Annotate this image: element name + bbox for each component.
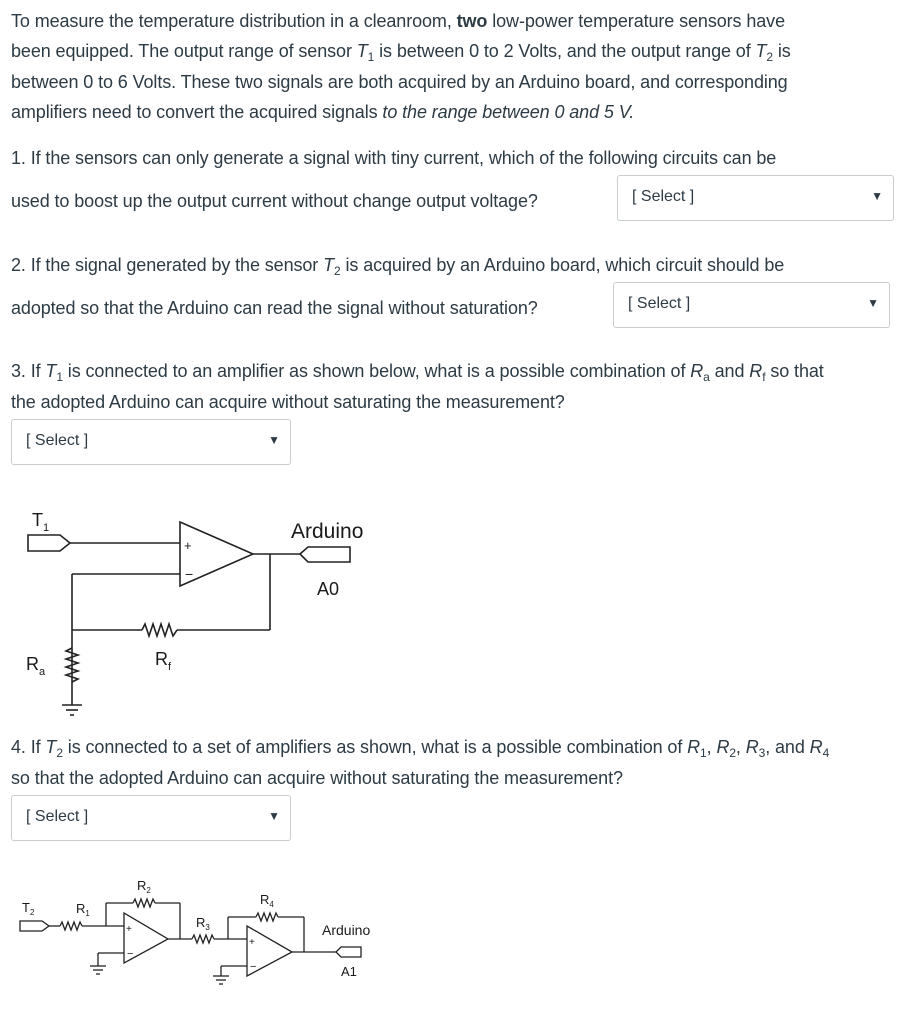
- chevron-down-icon: ▼: [268, 809, 280, 823]
- chevron-down-icon: ▼: [871, 189, 883, 203]
- intro-line-2: been equipped. The output range of sensor $T_1$ is between 0 to 2 Volts, and the output range of $T_2$ is: [11, 41, 791, 64]
- t1-label: $T_1$: [32, 510, 50, 534]
- question-1-text-2: used to boost up the output current without change output voltage?: [11, 191, 538, 211]
- arduino-label: Arduino: [322, 922, 371, 938]
- r1-resistor: [60, 922, 82, 930]
- question-1-select[interactable]: [617, 175, 894, 221]
- question-3-select[interactable]: [11, 419, 291, 465]
- question-4-select[interactable]: [11, 795, 291, 841]
- r1-label: $R_1$: [76, 901, 90, 918]
- a1-label: A1: [341, 964, 357, 979]
- chevron-down-icon: ▼: [268, 433, 280, 447]
- t2-terminal: [20, 921, 49, 931]
- arduino-label: Arduino: [291, 520, 364, 543]
- select-label: [ Select ]: [26, 432, 89, 449]
- intro-line-4: amplifiers need to convert the acquired signals to the range between 0 and 5 V.: [11, 102, 635, 122]
- op-amp-2-plus: +: [249, 937, 255, 948]
- a0-label: A0: [317, 579, 340, 599]
- intro-line-1: To measure the temperature distribution in a cleanroom, two low-power temperature sensors have: [11, 11, 785, 31]
- ra-label: $R_a$: [26, 654, 46, 678]
- chevron-down-icon: ▼: [867, 296, 879, 310]
- intro-line-3: between 0 to 6 Volts. These two signals are both acquired by an Arduino board, and corresponding: [11, 72, 788, 92]
- rf-resistor: [142, 624, 177, 636]
- question-4-text: 4. If $T_2$ is connected to a set of amplifiers as shown, what is a possible combination of $R_1$, $R_2$, $R_3$, and $R_4$: [11, 737, 830, 760]
- op-amp-plus: +: [184, 538, 192, 553]
- rf-label: $R_f$: [155, 649, 172, 673]
- op-amp-1-minus: −: [127, 948, 134, 960]
- amplifier-circuit-2: [0, 868, 420, 988]
- op-amp-minus: −: [185, 566, 194, 582]
- r4-resistor: [256, 913, 278, 921]
- t1-terminal: [28, 535, 70, 551]
- r3-label: $R_3$: [196, 915, 210, 932]
- ra-resistor: [66, 648, 78, 682]
- question-1-text: 1. If the sensors can only generate a signal with tiny current, which of the following circuits can be: [11, 148, 777, 168]
- r2-resistor: [133, 899, 155, 907]
- r3-resistor: [192, 935, 214, 943]
- r2-label: $R_2$: [137, 878, 151, 895]
- question-2-text: 2. If the signal generated by the sensor $T_2$ is acquired by an Arduino board, which circuit should be: [11, 255, 785, 278]
- question-3-text-2: the adopted Arduino can acquire without saturating the measurement?: [11, 392, 565, 412]
- op-amp-2-minus: −: [250, 961, 257, 973]
- a1-pin-terminal: [336, 947, 361, 957]
- t2-label: $T_2$: [22, 900, 35, 917]
- amplifier-circuit-1: [0, 500, 420, 722]
- question-2-text-2: adopted so that the Arduino can read the signal without saturation?: [11, 298, 538, 318]
- select-label: [ Select ]: [26, 808, 89, 825]
- a0-pin-terminal: [300, 547, 350, 562]
- op-amp-1-plus: +: [126, 924, 132, 935]
- r4-label: $R_4$: [260, 892, 274, 909]
- question-4-text-2: so that the adopted Arduino can acquire without saturating the measurement?: [11, 768, 623, 788]
- question-2-select[interactable]: [613, 282, 890, 328]
- select-label: [ Select ]: [632, 188, 695, 205]
- question-3-text: 3. If $T_1$ is connected to an amplifier as shown below, what is a possible combination of $R_a$ and $R_f$ so that: [11, 361, 824, 384]
- select-label: [ Select ]: [628, 295, 691, 312]
